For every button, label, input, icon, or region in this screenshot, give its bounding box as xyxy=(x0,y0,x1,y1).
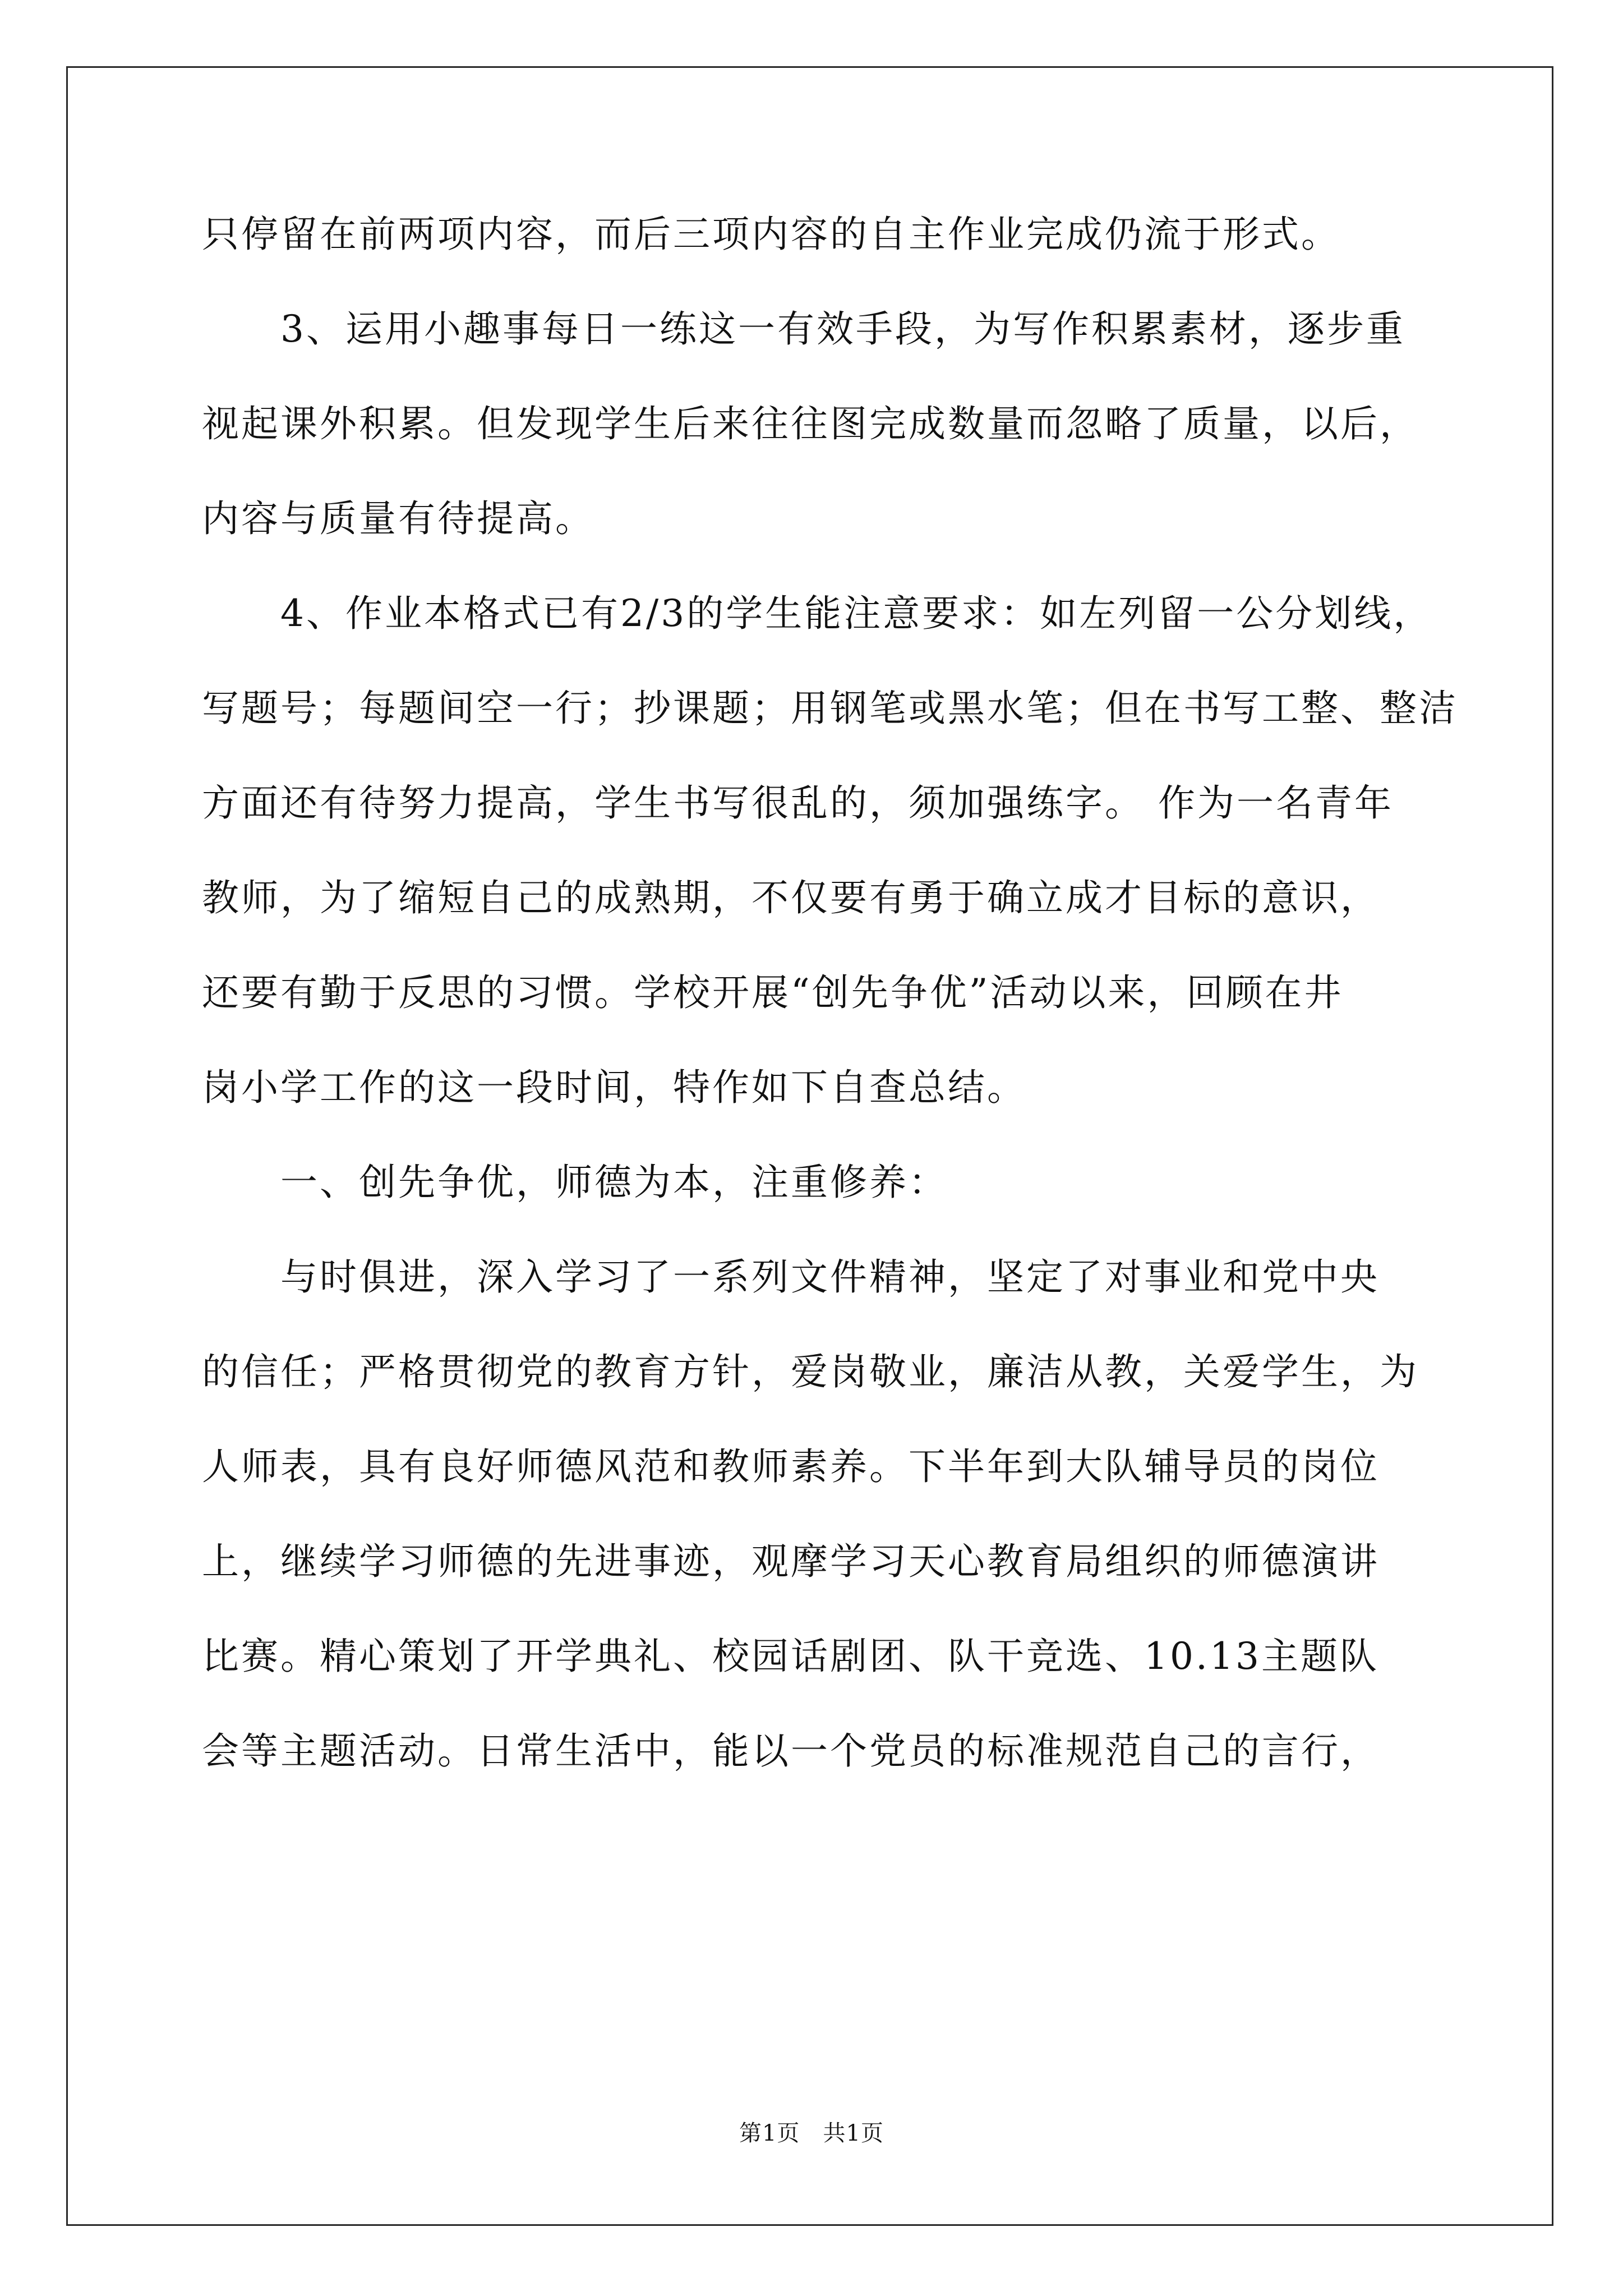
document-body xyxy=(202,206,1475,1818)
text-line: 比赛。精心策划了开学典礼、校园话剧团、队干竞选、10.13主题队 xyxy=(202,1635,1379,1678)
text-line: 上，继续学习师德的先进事迹，观摩学习天心教育局组织的师德演讲 xyxy=(202,1540,1380,1583)
text-line: 4、作业本格式已有2/3的学生能注意要求：如左列留一公分划线， xyxy=(280,592,1433,635)
text-line: 人师表，具有良好师德风范和教师素养。下半年到大队辅导员的岗位 xyxy=(202,1445,1380,1488)
text-line: 与时俱进，深入学习了一系列文件精神，坚定了对事业和党中央 xyxy=(280,1255,1380,1299)
text-line: 会等主题活动。日常生活中，能以一个党员的标准规范自己的言行， xyxy=(202,1729,1380,1773)
text-line: 教师，为了缩短自己的成熟期，不仅要有勇于确立成才目标的意识， xyxy=(202,876,1380,919)
text-line: 方面还有待努力提高，学生书写很乱的，须加强练字。 作为一名青年 xyxy=(202,781,1394,825)
text-line: 视起课外积累。但发现学生后来往往图完成数量而忽略了质量，以后， xyxy=(202,402,1419,445)
text-line: 写题号；每题间空一行；抄课题；用钢笔或黑水笔；但在书写工整、整洁 xyxy=(202,687,1458,730)
text-line: 3、运用小趣事每日一练这一有效手段，为写作积累素材，逐步重 xyxy=(280,307,1405,351)
text-line: 还要有勤于反思的习惯。学校开展“创先争优”活动以来，回顾在井 xyxy=(202,971,1344,1014)
text-line: 内容与质量有待提高。 xyxy=(202,497,594,540)
text-line: 岗小学工作的这一段时间，特作如下自查总结。 xyxy=(202,1066,1026,1109)
text-line: 的信任；严格贯彻党的教育方针，爱岗敬业，廉洁从教，关爱学生，为 xyxy=(202,1350,1419,1393)
text-line: 只停留在前两项内容，而后三项内容的自主作业完成仍流于形式。 xyxy=(202,213,1340,256)
section-heading: 一、创先争优，师德为本，注重修养： xyxy=(280,1161,948,1204)
page-number-footer: 第1页 共1页 xyxy=(739,2120,884,2146)
